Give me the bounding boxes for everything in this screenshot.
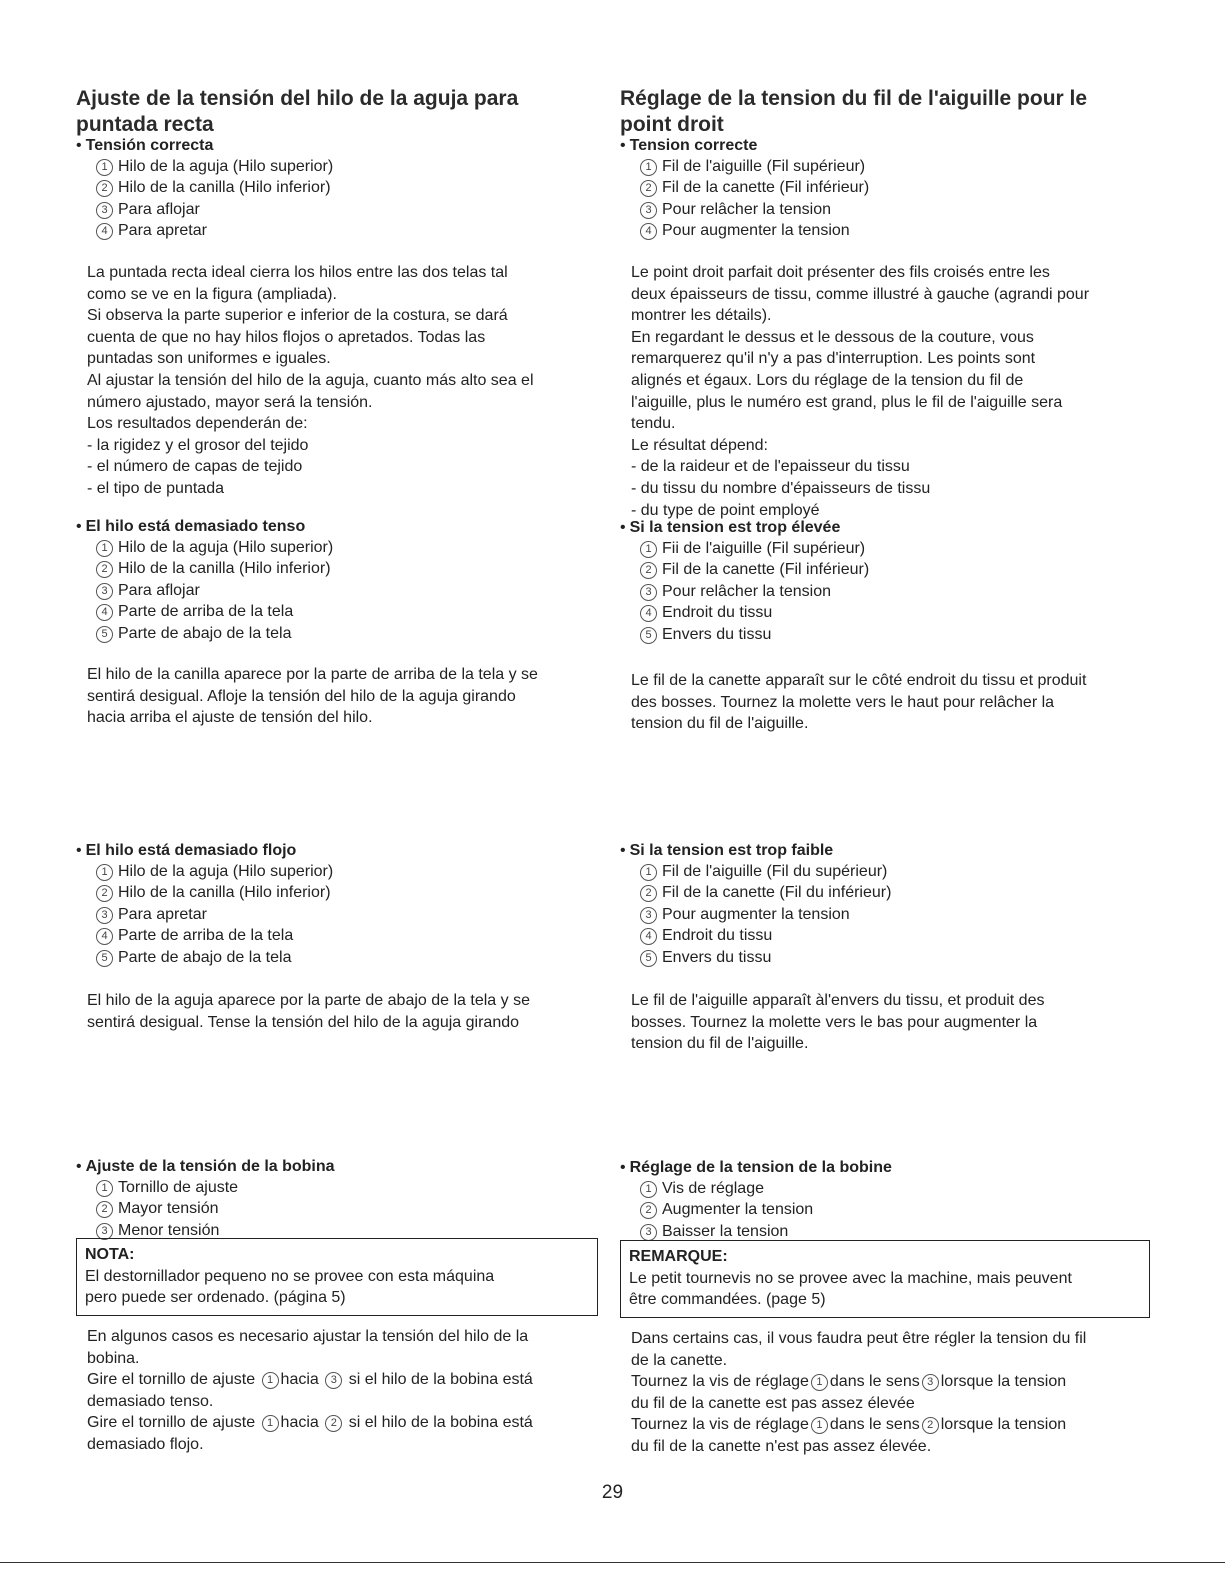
circled-number-marker: 3 bbox=[96, 907, 113, 924]
text-line: tendu. bbox=[631, 415, 676, 433]
circled-number-marker: 2 bbox=[922, 1417, 939, 1434]
text-line: Dans certains cas, il vous faudra peut être régler la tension du fil bbox=[631, 1330, 1087, 1347]
list-item: 1 Hilo de la aguja (Hilo superior) bbox=[96, 537, 596, 558]
circled-number-marker: 3 bbox=[96, 583, 113, 600]
text-line: puntadas son uniformes e iguales. bbox=[87, 350, 331, 368]
es-loose-heading: • El hilo está demasiado flojo bbox=[76, 842, 297, 859]
list-item: 1 Fil de l'aiguille (Fil du supérieur) bbox=[640, 861, 1150, 882]
circled-number-marker: 1 bbox=[811, 1374, 828, 1391]
circled-number-marker: 1 bbox=[96, 1180, 113, 1197]
fr-tight-paragraph bbox=[620, 670, 1150, 735]
circled-number-marker: 2 bbox=[96, 561, 113, 578]
es-loose-section bbox=[76, 840, 596, 968]
text-line: demasiado tenso. bbox=[87, 1392, 214, 1410]
text-line: du fil de la canette est pas assez élevée bbox=[631, 1394, 915, 1412]
es-correct-list bbox=[76, 156, 596, 242]
fr-correct-list bbox=[620, 156, 1150, 242]
list-item: 3 Menor tensión bbox=[96, 1220, 596, 1241]
es-title-line2: puntada recta bbox=[76, 113, 214, 136]
text-line: Le petit tournevis no se provee avec la machine, mais peuvent bbox=[629, 1269, 1072, 1287]
circled-number-marker: 5 bbox=[96, 626, 113, 643]
circled-number-marker: 4 bbox=[640, 928, 657, 945]
list-item: 5 Parte de abajo de la tela bbox=[96, 947, 596, 968]
text-line: Le point droit parfait doit présenter des fils croisés entre les bbox=[631, 264, 1050, 281]
circled-number-marker: 1 bbox=[640, 1181, 657, 1198]
list-item: 2 Hilo de la canilla (Hilo inferior) bbox=[96, 558, 596, 579]
circled-number-marker: 1 bbox=[96, 864, 113, 881]
circled-number-marker: 1 bbox=[640, 864, 657, 881]
fr-loose-list bbox=[620, 861, 1150, 968]
text-line: como se ve en la figura (ampliada). bbox=[87, 285, 337, 303]
text-line: sentirá desigual. Afloje la tensión del hilo de la aguja girando bbox=[87, 687, 516, 705]
circled-number-marker: 2 bbox=[640, 1202, 657, 1219]
list-item: 2 Fil de la canette (Fil inférieur) bbox=[640, 559, 1150, 580]
text-line: cuenta de que no hay hilos flojos o apretados. Todas las bbox=[87, 328, 486, 346]
fr-loose-section bbox=[620, 840, 1150, 968]
list-item: 2 Mayor tensión bbox=[96, 1198, 596, 1219]
es-bobbin-section bbox=[76, 1156, 596, 1241]
circled-number-marker: 3 bbox=[325, 1372, 342, 1389]
text-line: Tournez la vis de réglage 1 dans le sens 2 lorsque la tension bbox=[631, 1416, 1067, 1434]
list-item: 4 Endroit du tissu bbox=[640, 925, 1150, 946]
circled-number-marker: 2 bbox=[325, 1415, 342, 1432]
circled-number-marker: 4 bbox=[96, 928, 113, 945]
circled-number-marker: 3 bbox=[96, 1223, 113, 1240]
list-item: 4 Parte de arriba de la tela bbox=[96, 925, 596, 946]
fr-title bbox=[620, 86, 1150, 138]
list-item: 2 Fil de la canette (Fil du inférieur) bbox=[640, 882, 1150, 903]
text-line: Tournez la vis de réglage 1 dans le sens 3 lorsque la tension bbox=[631, 1373, 1067, 1391]
fr-bobbin-section bbox=[620, 1157, 1150, 1242]
list-item: 2 Fil de la canette (Fil inférieur) bbox=[640, 177, 1150, 198]
text-line: Los resultados dependerán de: bbox=[87, 415, 308, 433]
es-title-block bbox=[76, 86, 596, 138]
text-line: sentirá desigual. Tense la tensión del hilo de la aguja girando bbox=[87, 1013, 520, 1031]
text-line: La puntada recta ideal cierra los hilos entre las dos telas tal bbox=[87, 264, 508, 281]
circled-number-marker: 2 bbox=[96, 180, 113, 197]
list-item: 3 Para aflojar bbox=[96, 580, 596, 601]
es-correct-heading: • Tensión correcta bbox=[76, 137, 214, 154]
text-line: Gire el tornillo de ajuste 1 hacia 3 si el hilo de la bobina está bbox=[87, 1371, 533, 1389]
es-tight-section bbox=[76, 516, 596, 644]
circled-number-marker: 3 bbox=[640, 907, 657, 924]
text-line: - la rigidez y el grosor del tejido bbox=[87, 436, 309, 454]
circled-number-marker: 1 bbox=[96, 159, 113, 176]
circled-number-marker: 3 bbox=[922, 1374, 939, 1391]
text-line: - de la raideur et de l'epaisseur du tissu bbox=[631, 458, 910, 476]
list-item: 3 Pour relâcher la tension bbox=[640, 581, 1150, 602]
fr-bobbin-paragraph bbox=[620, 1328, 1150, 1458]
circled-number-marker: 5 bbox=[96, 950, 113, 967]
circled-number-marker: 1 bbox=[811, 1417, 828, 1434]
text-line: Le résultat dépend: bbox=[631, 436, 768, 454]
circled-number-marker: 1 bbox=[262, 1372, 279, 1389]
text-line: des bosses. Tournez la molette vers le haut pour relâcher la bbox=[631, 693, 1055, 711]
circled-number-marker: 2 bbox=[640, 180, 657, 197]
list-item: 3 Pour relâcher la tension bbox=[640, 199, 1150, 220]
circled-number-marker: 2 bbox=[96, 885, 113, 902]
circled-number-marker: 2 bbox=[96, 1201, 113, 1218]
list-item: 2 Hilo de la canilla (Hilo inferior) bbox=[96, 177, 596, 198]
fr-tight-list bbox=[620, 538, 1150, 645]
list-item: 4 Endroit du tissu bbox=[640, 602, 1150, 623]
es-correct-section bbox=[76, 135, 596, 242]
es-bobbin-paragraph bbox=[76, 1326, 596, 1456]
text-line: du fil de la canette n'est pas assez élevée. bbox=[631, 1437, 932, 1455]
list-item: 4 Para apretar bbox=[96, 220, 596, 241]
list-item: 1 Vis de réglage bbox=[640, 1178, 1150, 1199]
es-loose-list bbox=[76, 861, 596, 968]
text-line: Le fil de l'aiguille apparaît àl'envers du tissu, et produit des bbox=[631, 992, 1045, 1009]
list-item: 3 Pour augmenter la tension bbox=[640, 904, 1150, 925]
text-line: número ajustado, mayor será la tensión. bbox=[87, 393, 373, 411]
text-line: deux épaisseurs de tissu, comme illustré à gauche (agrandi pour bbox=[631, 285, 1090, 303]
es-bobbin-heading: • Ajuste de la tensión de la bobina bbox=[76, 1158, 335, 1175]
es-title bbox=[76, 86, 596, 138]
es-loose-paragraph bbox=[76, 990, 596, 1033]
circled-number-marker: 4 bbox=[96, 604, 113, 621]
text-line: remarquerez qu'il n'y a pas d'interruption. Les points sont bbox=[631, 350, 1036, 368]
fr-title-line2: point droit bbox=[620, 113, 724, 136]
circled-number-marker: 3 bbox=[640, 202, 657, 219]
text-line: El hilo de la canilla aparece por la parte de arriba de la tela y se bbox=[87, 666, 538, 683]
circled-number-marker: 4 bbox=[96, 223, 113, 240]
text-line: montrer les détails). bbox=[631, 307, 772, 325]
fr-loose-heading: • Si la tension est trop faible bbox=[620, 842, 834, 859]
circled-number-marker: 1 bbox=[262, 1415, 279, 1432]
circled-number-marker: 2 bbox=[640, 562, 657, 579]
list-item: 4 Pour augmenter la tension bbox=[640, 220, 1150, 241]
text-line: En algunos casos es necesario ajustar la tensión del hilo de la bbox=[87, 1328, 529, 1345]
text-line: El destornillador pequeno no se provee con esta máquina bbox=[85, 1267, 495, 1285]
list-item: 1 Hilo de la aguja (Hilo superior) bbox=[96, 156, 596, 177]
fr-title-line1: Réglage de la tension du fil de l'aiguille pour le bbox=[620, 87, 1088, 110]
fr-title-block bbox=[620, 86, 1150, 138]
fr-correct-heading: • Tension correcte bbox=[620, 137, 758, 154]
es-tight-heading: • El hilo está demasiado tenso bbox=[76, 518, 306, 535]
circled-number-marker: 1 bbox=[640, 541, 657, 558]
list-item: 3 Para aflojar bbox=[96, 199, 596, 220]
list-item: 5 Parte de abajo de la tela bbox=[96, 623, 596, 644]
circled-number-marker: 1 bbox=[640, 159, 657, 176]
list-item: 4 Parte de arriba de la tela bbox=[96, 601, 596, 622]
text-line: - du type de point employé bbox=[631, 501, 820, 519]
fr-note-box bbox=[620, 1240, 1150, 1318]
text-line: En regardant le dessus et le dessous de la couture, vous bbox=[631, 328, 1034, 346]
list-item: 3 Baisser la tension bbox=[640, 1221, 1150, 1242]
list-item: 1 Fil de l'aiguille (Fil supérieur) bbox=[640, 156, 1150, 177]
fr-correct-paragraph bbox=[620, 262, 1150, 521]
text-line: El hilo de la aguja aparece por la parte de abajo de la tela y se bbox=[87, 992, 530, 1009]
fr-tight-section bbox=[620, 517, 1150, 645]
text-line: demasiado flojo. bbox=[87, 1435, 204, 1453]
text-line: pero puede ser ordenado. (página 5) bbox=[85, 1289, 346, 1307]
es-bobbin-list bbox=[76, 1177, 596, 1241]
footer-divider bbox=[0, 1562, 1225, 1563]
text-line: - el número de capas de tejido bbox=[87, 458, 303, 476]
circled-number-marker: 4 bbox=[640, 223, 657, 240]
list-item: 2 Augmenter la tension bbox=[640, 1199, 1150, 1220]
fr-loose-paragraph bbox=[620, 990, 1150, 1055]
list-item: 5 Envers du tissu bbox=[640, 947, 1150, 968]
page-number: 29 bbox=[601, 1482, 624, 1503]
circled-number-marker: 2 bbox=[640, 885, 657, 902]
text-line: Gire el tornillo de ajuste 1 hacia 2 si el hilo de la bobina está bbox=[87, 1414, 533, 1432]
text-line: tension du fil de l'aiguille. bbox=[631, 1035, 809, 1053]
circled-number-marker: 5 bbox=[640, 950, 657, 967]
list-item: 2 Hilo de la canilla (Hilo inferior) bbox=[96, 882, 596, 903]
circled-number-marker: 3 bbox=[640, 584, 657, 601]
fr-bobbin-list bbox=[620, 1178, 1150, 1242]
list-item: 1 Fii de l'aiguille (Fil supérieur) bbox=[640, 538, 1150, 559]
text-line: bobina. bbox=[87, 1349, 140, 1367]
list-item: 1 Tornillo de ajuste bbox=[96, 1177, 596, 1198]
text-line: alignés et égaux. Lors du réglage de la tension du fil de bbox=[631, 371, 1024, 389]
circled-number-marker: 4 bbox=[640, 605, 657, 622]
es-tight-paragraph bbox=[76, 664, 596, 729]
text-line: - du tissu du nombre d'épaisseurs de tissu bbox=[631, 479, 931, 497]
text-line: - el tipo de puntada bbox=[87, 479, 224, 497]
es-note-box bbox=[76, 1238, 598, 1316]
text-line: l'aiguille, plus le numéro est grand, plus le fil de l'aiguille sera bbox=[631, 393, 1063, 411]
list-item: 3 Para apretar bbox=[96, 904, 596, 925]
text-line: Si observa la parte superior e inferior de la costura, se dará bbox=[87, 307, 508, 325]
text-line: hacia arriba el ajuste de tensión del hilo. bbox=[87, 709, 373, 727]
text-line: de la canette. bbox=[631, 1351, 728, 1369]
text-line: Al ajustar la tensión del hilo de la aguja, cuanto más alto sea el bbox=[87, 371, 534, 389]
fr-correct-section bbox=[620, 135, 1150, 242]
es-tight-list bbox=[76, 537, 596, 644]
list-item: 5 Envers du tissu bbox=[640, 624, 1150, 645]
circled-number-marker: 5 bbox=[640, 627, 657, 644]
text-line: être commandées. (page 5) bbox=[629, 1291, 826, 1309]
es-title-line1: Ajuste de la tensión del hilo de la aguja para bbox=[76, 87, 519, 110]
circled-number-marker: 1 bbox=[96, 540, 113, 557]
text-line: Le fil de la canette apparaît sur le côté endroit du tissu et produit bbox=[631, 672, 1087, 689]
text-line: tension du fil de l'aiguille. bbox=[631, 715, 809, 733]
list-item: 1 Hilo de la aguja (Hilo superior) bbox=[96, 861, 596, 882]
es-correct-paragraph bbox=[76, 262, 596, 500]
fr-tight-heading: • Si la tension est trop élevée bbox=[620, 519, 841, 536]
fr-note-heading: REMARQUE: bbox=[629, 1248, 728, 1265]
fr-bobbin-heading: • Réglage de la tension de la bobine bbox=[620, 1159, 892, 1176]
text-line: bosses. Tournez la molette vers le bas pour augmenter la bbox=[631, 1013, 1038, 1031]
circled-number-marker: 3 bbox=[640, 1224, 657, 1241]
circled-number-marker: 3 bbox=[96, 202, 113, 219]
es-note-heading: NOTA: bbox=[85, 1246, 135, 1263]
